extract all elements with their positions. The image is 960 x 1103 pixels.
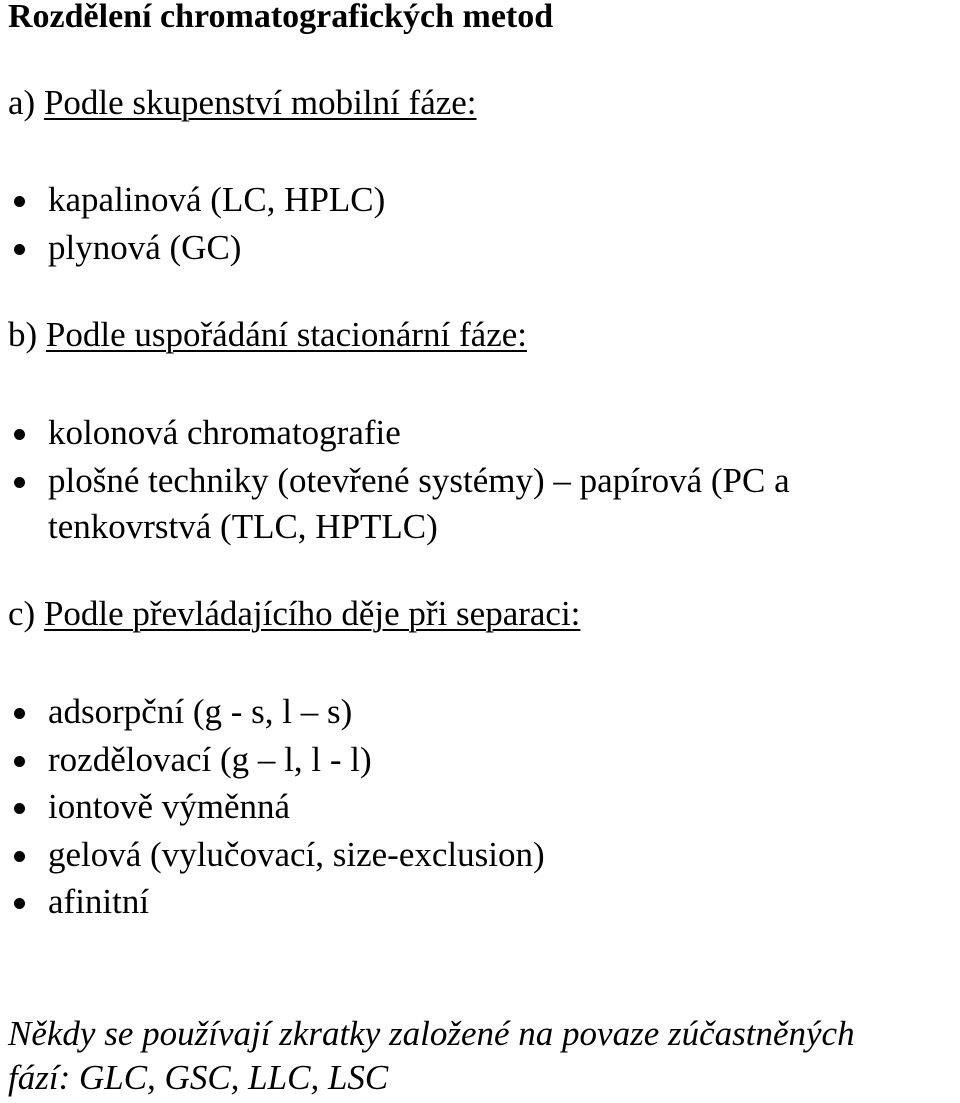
- bullet-icon: [14, 477, 25, 488]
- list-item-text: adsorpční (g - s, l – s): [48, 692, 353, 731]
- section-a-title: Podle skupenství mobilní fáze:: [43, 83, 477, 122]
- bullet-icon: [14, 898, 25, 909]
- section-a-heading: [8, 83, 477, 123]
- list-item-text: plošné techniky (otevřené systémy) – papírová (PC a: [48, 461, 790, 500]
- bullet-icon: [14, 803, 25, 814]
- bullet-icon: [14, 756, 25, 767]
- list-item-text: afinitní: [48, 882, 150, 921]
- note-line-2: fází: GLC, GSC, LLC, LSC: [8, 1058, 389, 1097]
- list-item-text: gelová (vylučovací, size-exclusion): [48, 835, 545, 874]
- list-item-continuation: tenkovrstvá (TLC, HPTLC): [48, 507, 438, 546]
- bullet-icon: [14, 196, 25, 207]
- list-item-text: rozdělovací (g – l, l - l): [48, 740, 372, 779]
- bullet-icon: [14, 429, 25, 440]
- section-a-prefix: a): [8, 83, 44, 122]
- list-item-text: kapalinová (LC, HPLC): [48, 180, 386, 219]
- section-c-prefix: c): [8, 594, 44, 633]
- page-title: Rozdělení chromatografických metod: [8, 0, 554, 35]
- section-c-title: Podle převládajícího děje při separaci:: [43, 594, 581, 633]
- note-line-1: Někdy se používají zkratky založené na povaze zúčastněných: [8, 1014, 855, 1053]
- list-item-text: plynová (GC): [48, 228, 242, 267]
- list-item-text: kolonová chromatografie: [48, 413, 401, 452]
- section-c-heading: [8, 594, 580, 634]
- section-b-prefix: b): [8, 315, 46, 354]
- bullet-icon: [14, 708, 25, 719]
- list-item-text: iontově výměnná: [48, 787, 291, 826]
- section-b-heading: [8, 315, 527, 355]
- bullet-icon: [14, 851, 25, 862]
- section-b-title: Podle uspořádání stacionární fáze:: [45, 315, 527, 354]
- bullet-icon: [14, 244, 25, 255]
